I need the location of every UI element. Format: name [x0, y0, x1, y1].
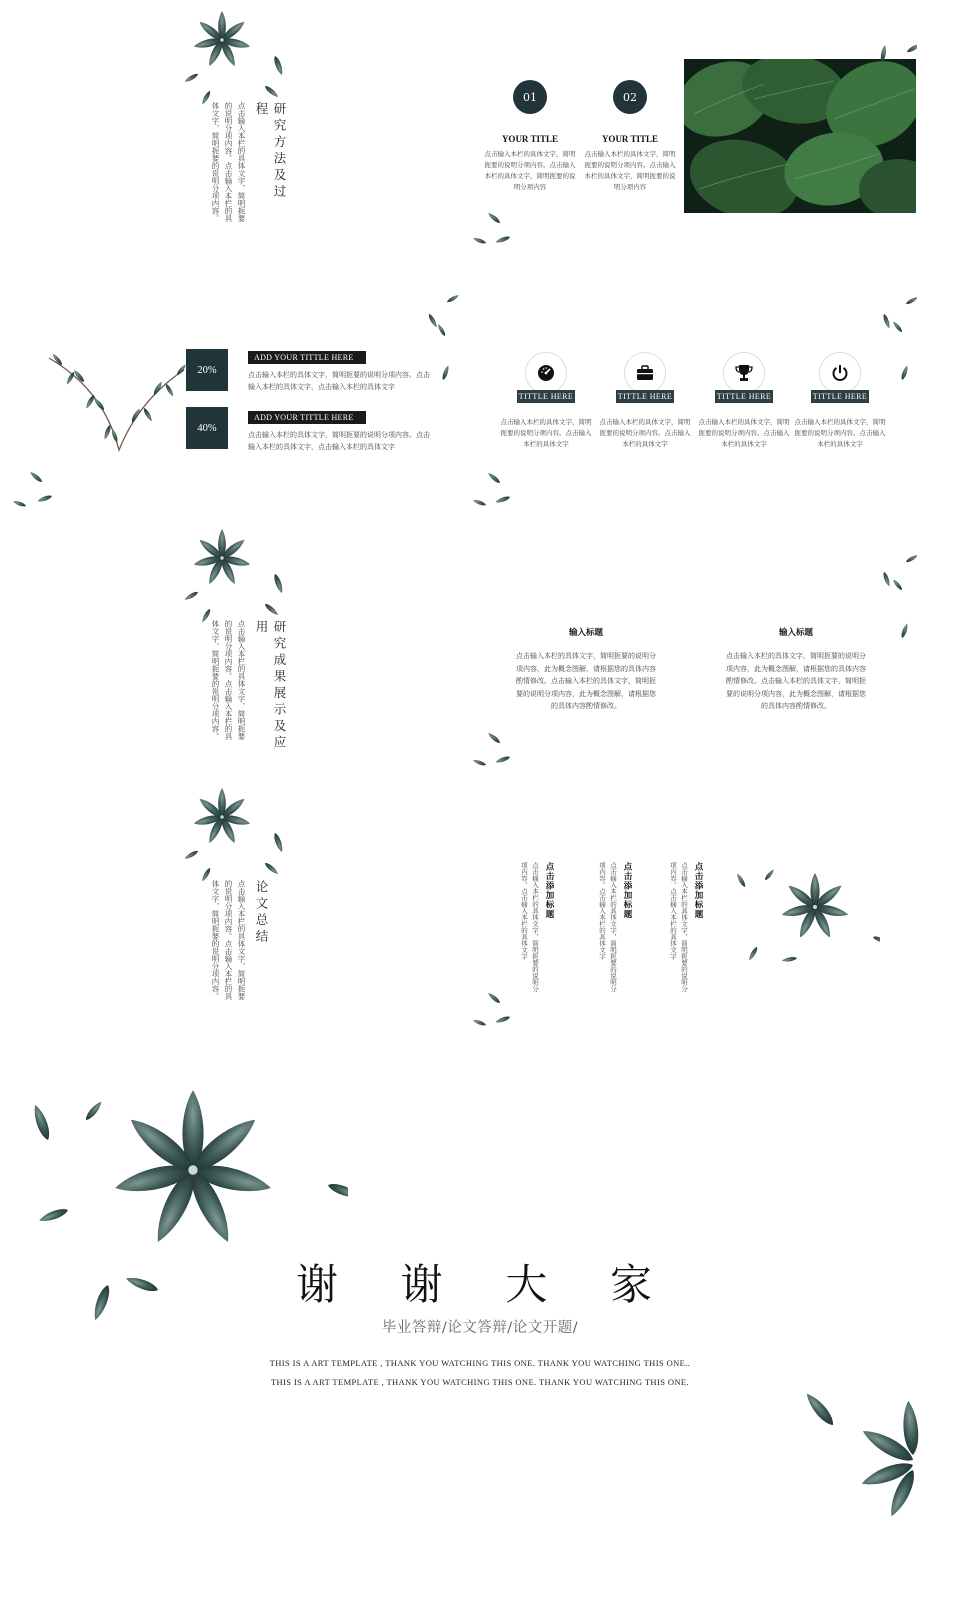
- thank-you-line: THIS IS A ART TEMPLATE , THANK YOU WATCHING THIS ONE. THANK YOU WATCHING THIS ONE..: [269, 1358, 691, 1368]
- briefcase-icon: [624, 352, 666, 394]
- text-block: [724, 626, 868, 713]
- item-body: 点击输入本栏的具体文字，简明扼要的说明分项内容。点击输入本栏的具体文字，点击输入本栏的具体文字: [248, 431, 430, 451]
- leaf-flower-illustration: [735, 862, 880, 967]
- item-title: YOUR TITLE: [601, 134, 659, 144]
- item-body: 点击输入本栏的具体文字，简明扼要的说明分项内容。点击输入本栏的具体文字: [500, 418, 592, 448]
- text-block: [514, 626, 658, 713]
- gauge-icon: [525, 352, 567, 394]
- number-badge: 01: [513, 80, 547, 114]
- leaf-flower-illustration: [180, 783, 290, 883]
- block-body: 点击输入本栏的具体文字，简明扼要的说明分项内容，此为概念图解，请根据您的具体内容酌情修改。点击输入本栏的具体文字，简明扼要的说明分项内容，此为概念图解，请根据您的具体内容酌情修改。: [726, 652, 866, 710]
- item-tag: TITTLE HERE: [716, 392, 772, 401]
- numbered-item: [584, 80, 676, 193]
- leaf-cluster-illustration: [470, 725, 520, 775]
- percent-badge: 20%: [186, 349, 228, 391]
- item-title-bar: ADD YOUR TITTLE HERE: [248, 411, 366, 424]
- item-title: YOUR TITLE: [501, 134, 559, 144]
- item-tag: TITTLE HERE: [518, 392, 574, 401]
- section-body: 点击输入本栏的具体文字，简明扼要的说明分项内容。点击输入本栏的具体文字，简明扼要的说明分项内容。: [211, 620, 246, 740]
- power-icon: [819, 352, 861, 394]
- column-body: 点击输入本栏的具体文字，简明扼要的说明分项内容。点击输入本栏的具体文字: [598, 862, 617, 992]
- item-body: 点击输入本栏的具体文字，简明扼要的说明分项内容。点击输入本栏的具体文字: [698, 418, 790, 448]
- column-title: 点击添加标题: [544, 862, 554, 919]
- block-body: 点击输入本栏的具体文字，简明扼要的说明分项内容，此为概念图解，请根据您的具体内容酌情修改。点击输入本栏的具体文字，简明扼要的说明分项内容，此为概念图解，请根据您的具体内容酌情修改。: [516, 652, 656, 710]
- leaf-cluster-illustration: [470, 465, 520, 515]
- thank-you-line: THIS IS A ART TEMPLATE , THANK YOU WATCHING THIS ONE. THANK YOU WATCHING THIS ONE.: [270, 1377, 690, 1387]
- item-body: 点击输入本栏的具体文字，简明扼要的说明分项内容。点击输入本栏的具体文字: [794, 418, 886, 448]
- leaf-cluster-illustration: [470, 205, 520, 255]
- leaf-cluster-illustration: [872, 34, 917, 64]
- leaf-flower-illustration: [180, 6, 290, 106]
- item-body: 点击输入本栏的具体文字，简明扼要的说明分项内容。点击输入本栏的具体文字，简明扼要的说明分项内容: [484, 150, 576, 191]
- number-badge: 02: [613, 80, 647, 114]
- item-body: 点击输入本栏的具体文字，简明扼要的说明分项内容。点击输入本栏的具体文字: [599, 418, 691, 448]
- block-title: 输入标题: [568, 628, 603, 638]
- section-body: 点击输入本栏的具体文字，简明扼要的说明分项内容。点击输入本栏的具体文字，简明扼要的说明分项内容。: [211, 880, 246, 1000]
- feature-item: [599, 352, 691, 450]
- section-title: 论文总结: [254, 880, 269, 946]
- column-body: 点击输入本栏的具体文字，简明扼要的说明分项内容。点击输入本栏的具体文字: [520, 862, 539, 992]
- item-tag: TITTLE HERE: [812, 392, 868, 401]
- column-title: 点击添加标题: [622, 862, 632, 919]
- column-title: 点击添加标题: [693, 862, 703, 919]
- item-tag: TITTLE HERE: [617, 392, 673, 401]
- thank-you-title: 谢 谢 大 家: [295, 1260, 665, 1309]
- section-body: 点击输入本栏的具体文字，简明扼要的说明分项内容。点击输入本栏的具体文字，简明扼要的说明分项内容。: [211, 102, 246, 222]
- feature-item: [794, 352, 886, 450]
- leaf-cluster-illustration: [470, 985, 520, 1035]
- item-body: 点击输入本栏的具体文字，简明扼要的说明分项内容。点击输入本栏的具体文字，点击输入本栏的具体文字: [248, 371, 430, 391]
- leaf-corner-illustration: [778, 1365, 923, 1555]
- section-title: 研究成果展示及应用: [254, 620, 287, 752]
- leaf-cluster-illustration: [872, 550, 917, 645]
- block-title: 输入标题: [778, 628, 813, 638]
- column-body: 点击输入本栏的具体文字，简明扼要的说明分项内容。点击输入本栏的具体文字: [669, 862, 688, 992]
- monstera-photo: [684, 59, 916, 213]
- feature-item: [698, 352, 790, 450]
- trophy-icon: [723, 352, 765, 394]
- feature-item: [500, 352, 592, 450]
- item-title-bar: ADD YOUR TITTLE HERE: [248, 351, 366, 364]
- section-title: 研究方法及过程: [254, 102, 287, 201]
- percent-badge: 40%: [186, 407, 228, 449]
- numbered-item: [484, 80, 576, 193]
- leaf-flower-illustration: [180, 524, 290, 624]
- leaf-cluster-illustration: [12, 466, 62, 516]
- item-body: 点击输入本栏的具体文字，简明扼要的说明分项内容。点击输入本栏的具体文字，简明扼要的说明分项内容: [584, 150, 676, 191]
- leaf-garland-illustration: [44, 350, 194, 470]
- thank-you-subtitle: 毕业答辩/论文答辩/论文开题/: [381, 1320, 579, 1336]
